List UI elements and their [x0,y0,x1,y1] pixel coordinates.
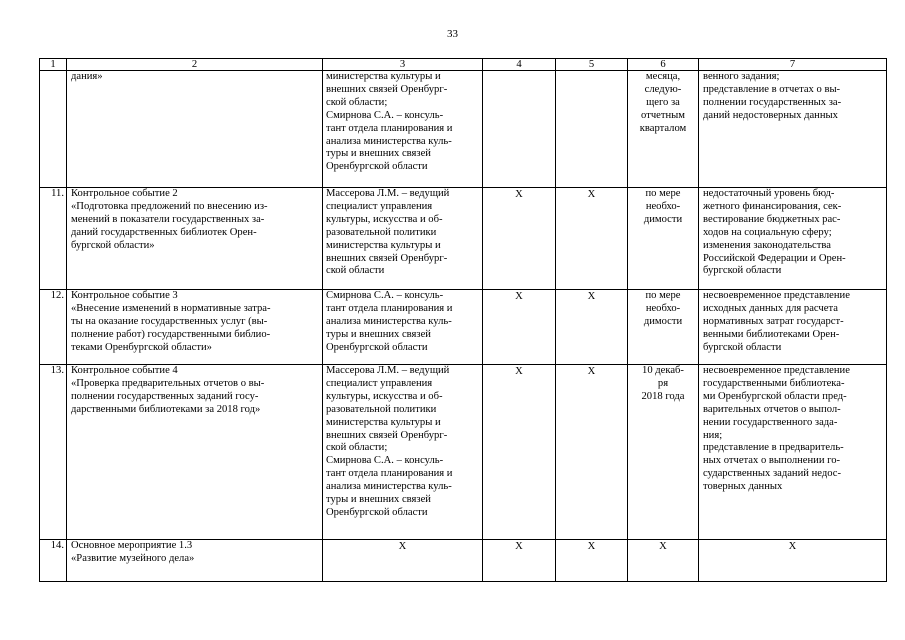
resp-line: ской области; [326,442,388,454]
risk-cell [699,540,887,582]
risk-cell [699,365,887,540]
event-line: Основное мероприятие 1.3 [71,540,193,551]
num-mark: 14. [50,540,64,551]
responsible-cell [323,188,483,290]
resp-line: культуры, искусства и об- [326,213,443,225]
resp-line: Массерова Л.М. – ведущий [326,188,450,199]
event-line: дарственными библиотеками за 2018 год» [71,403,261,415]
resp-line: туры и внешних связей [326,494,431,506]
resp-line: Оренбургской области [326,161,428,173]
num-mark: 11. [51,188,64,199]
c4-mark: Х [515,189,523,200]
c4-mark: Х [515,291,523,302]
risk-line: бургской области [703,265,782,277]
risk_x-mark: Х [788,541,797,552]
deadline-cell [628,290,699,365]
col5-cell [556,540,628,582]
col5-cell [556,365,628,540]
event-line: бургской области» [71,239,155,251]
resp-line: министерства культуры и [326,416,441,428]
resp-line: культуры, искусства и об- [326,390,443,402]
resp-line: тант отдела планирования и [326,468,453,480]
col4-cell [483,188,556,290]
event-line: теками Оренбургской области» [71,341,212,353]
resp-line: Смирнова С.А. – консуль- [326,455,444,467]
resp-line: анализа министерства куль- [326,315,452,327]
risk-line: венными библиотеками Орен- [703,328,840,340]
event-cell [67,290,323,365]
c6-line: отчетным [641,109,685,121]
c4-mark: Х [515,366,523,377]
resp-line: Смирнова С.А. – консуль- [326,109,444,121]
responsible-cell [323,71,483,188]
risk-line: несвоевременное представление [703,290,850,301]
risk-line: представление в предваритель- [703,442,844,454]
risk-line: ных отчетах о выполнении го- [703,455,841,467]
c5-mark: Х [587,291,596,302]
c6-line: необхо- [645,200,681,212]
table-row [40,540,887,582]
row-number [40,365,67,540]
c4-mark: Х [515,541,523,552]
header-col-1: 1 [40,59,67,71]
page-number: 33 [447,28,458,40]
risk-line: ми Оренбургской области пред- [703,390,847,402]
c6_x-mark: Х [659,541,667,552]
deadline-cell [628,540,699,582]
risk-line: изменения законодательства [703,239,831,251]
risk-line: венного задания; [703,71,780,82]
c6-line: димости [643,213,683,225]
table-row [40,290,887,365]
col5-cell [556,188,628,290]
c6-line: 2018 года [641,390,685,402]
risk-cell [699,71,887,188]
resp-line: разовательной политики [326,226,437,238]
risk-line: полнении государственных за- [703,96,842,108]
event-line: менений в показатели государственных за- [71,213,265,225]
resp-line: ской области; [326,96,388,108]
c6-line: кварталом [639,122,687,134]
c6-line: по мере [645,290,681,301]
risk-cell [699,188,887,290]
risk-line: представление в отчетах о вы- [703,83,841,95]
event-line: даний государственных библиотек Орен- [71,226,257,238]
table-row [40,71,887,188]
risk-line: исходных данных для расчета [703,302,838,314]
row-number [40,540,67,582]
responsible-cell [323,365,483,540]
col4-cell [483,540,556,582]
c6-line: следую- [644,83,682,95]
event-line: Контрольное событие 4 [71,365,178,376]
header-col-3: 3 [323,59,483,71]
resp-line: разовательной политики [326,403,437,415]
c6-line: димости [643,315,683,327]
risk-line: бургской области [703,341,782,353]
risk-line: несвоевременное представление [703,365,850,376]
resp-line: внешних связей Оренбург- [326,252,448,264]
event-line: полнении государственных заданий госу- [71,390,259,402]
resp-line: анализа министерства куль- [326,481,452,493]
num-mark: 12. [50,290,64,301]
risk-line: недостаточный уровень бюд- [703,188,835,199]
resp-line: туры и внешних связей [326,148,431,160]
risk-line: Российской Федерации и Орен- [703,252,846,264]
risk-line: жетного финансирования, сек- [703,200,842,212]
event-line: ты на оказание государственных услуг (вы- [71,315,268,327]
resp-line: Массерова Л.М. – ведущий [326,365,450,376]
row-number [40,290,67,365]
header-col-2: 2 [67,59,323,71]
resp-line: внешних связей Оренбург- [326,429,448,441]
risk-line: даний недостоверных данных [703,109,838,121]
resp-line: министерства культуры и [326,71,441,82]
table-row [40,188,887,290]
resp-line: туры и внешних связей [326,328,431,340]
risk-line: нормативных затрат государст- [703,315,844,327]
col4-cell [483,365,556,540]
col4-cell [483,290,556,365]
risk-line: сударственных заданий недос- [703,468,842,480]
c6-line: по мере [645,188,681,199]
resp-line: тант отдела планирования и [326,122,453,134]
resp-line: ской области [326,265,385,277]
risk-line: вестирование бюджетных рас- [703,213,841,225]
col5-cell [556,290,628,365]
event-cell [67,188,323,290]
resp-line: внешних связей Оренбург- [326,83,448,95]
event-line: «Подготовка предложений по внесению из- [71,200,268,212]
risk-cell [699,290,887,365]
event-cell [67,365,323,540]
event-line: полнение работ) государственными библио- [71,328,271,340]
c6-line: необхо- [645,302,681,314]
num-mark: 13. [50,365,64,376]
header-col-4: 4 [483,59,556,71]
col5-cell [556,71,628,188]
resp-line: тант отдела планирования и [326,302,453,314]
risk-line: ходов на социальную сферу; [703,226,832,238]
risk-line: нении государственного зада- [703,416,838,428]
risk-line: товерных данных [703,481,783,493]
risk-line: варительных отчетов о выпол- [703,403,841,415]
row-number [40,188,67,290]
event-line: Контрольное событие 3 [71,290,178,301]
c6-line: щего за [646,96,680,108]
deadline-cell [628,365,699,540]
row-number [40,71,67,188]
resp-line: анализа министерства куль- [326,135,452,147]
event-line: «Внесение изменений в нормативные затра- [71,302,271,314]
header-row [40,59,887,71]
event-line: «Развитие музейного дела» [71,552,195,564]
risk-line: государственными библиотека- [703,377,845,389]
responsible-cell [323,540,483,582]
header-col-7: 7 [699,59,887,71]
event-line: Контрольное событие 2 [71,188,178,199]
c5-mark: Х [587,366,596,377]
deadline-cell [628,71,699,188]
measures-table [39,58,887,582]
event-cell [67,540,323,582]
col4-cell [483,71,556,188]
event-cell [67,71,323,188]
table-row [40,365,887,540]
resp-line: специалист управления [326,200,433,212]
resp-line: Оренбургской области [326,506,428,518]
event-line: «Проверка предварительных отчетов о вы- [71,377,265,389]
header-col-5: 5 [556,59,628,71]
resp-line: министерства культуры и [326,239,441,251]
resp-line: специалист управления [326,377,433,389]
event-line: дания» [71,71,103,82]
deadline-cell [628,188,699,290]
c6-line: 10 декаб- [642,365,684,376]
resp_x-mark: Х [398,541,407,552]
c5-mark: Х [587,189,596,200]
c5-mark: Х [587,541,596,552]
resp-line: Смирнова С.А. – консуль- [326,290,444,301]
c6-line: месяца, [645,71,681,82]
c6-line: ря [657,377,669,389]
resp-line: Оренбургской области [326,341,428,353]
header-col-6: 6 [628,59,699,71]
responsible-cell [323,290,483,365]
risk-line: ния; [703,429,723,441]
